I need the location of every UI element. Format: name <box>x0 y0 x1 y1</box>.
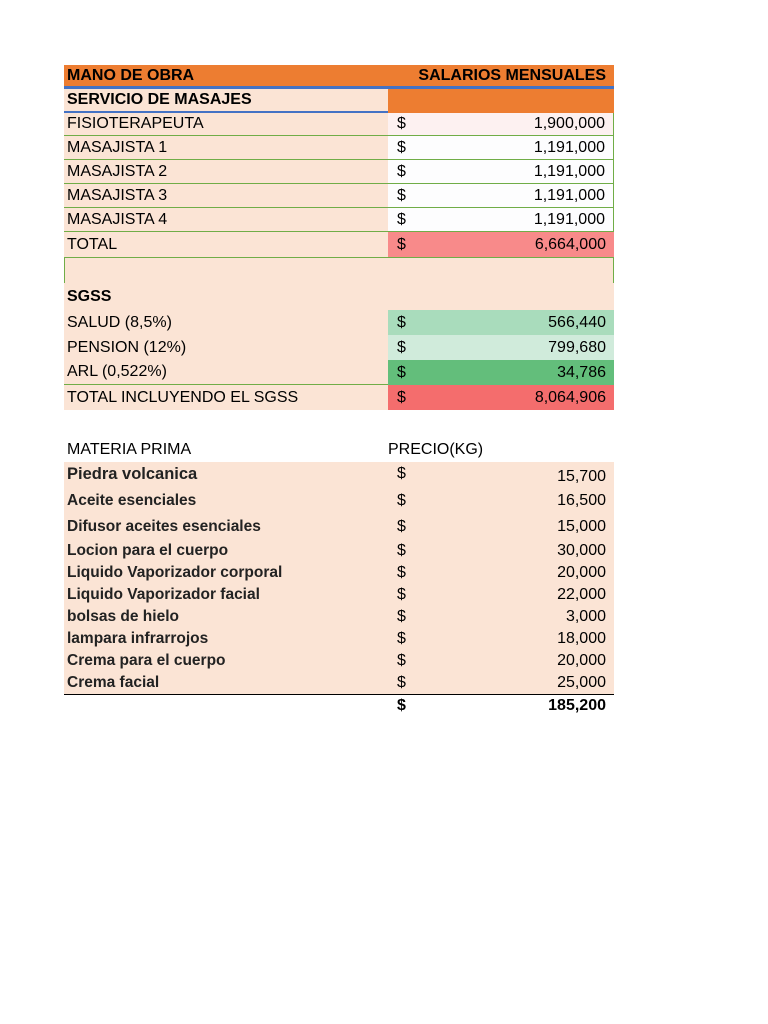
materials-total-amount: 185,200 <box>548 696 606 714</box>
material-price: 16,500 <box>557 492 606 509</box>
sgss-title-row <box>64 283 614 310</box>
material-row <box>64 514 614 540</box>
material-currency: $ <box>397 465 406 482</box>
materials-total-row <box>64 694 614 716</box>
sgss-row-amount: 566,440 <box>548 313 606 331</box>
materials-header-row <box>64 438 614 462</box>
material-name: Crema para el cuerpo <box>67 652 226 669</box>
labor-row <box>64 136 614 160</box>
labor-header-row <box>64 65 614 89</box>
sgss-row <box>64 360 614 385</box>
material-price: 22,000 <box>557 586 606 603</box>
sgss-row-currency: $ <box>397 338 406 356</box>
sgss-total-amount: 8,064,906 <box>534 388 606 406</box>
sgss-row <box>64 310 614 335</box>
material-row <box>64 584 614 606</box>
sgss-row-name: ARL (0,522%) <box>64 360 388 385</box>
material-row <box>64 540 614 562</box>
labor-row-amount: 1,191,000 <box>533 138 605 156</box>
labor-row <box>64 160 614 184</box>
material-price: 25,000 <box>557 674 606 691</box>
labor-row-amount: 1,191,000 <box>533 186 605 204</box>
labor-row-amount: 1,191,000 <box>533 162 605 180</box>
material-name: Piedra volcanica <box>67 465 198 483</box>
material-currency: $ <box>397 492 406 509</box>
sgss-total-row <box>64 385 614 410</box>
material-name: Aceite esenciales <box>67 492 197 509</box>
material-price: 20,000 <box>557 564 606 581</box>
salary-header-label: SALARIOS MENSUALES <box>418 66 606 84</box>
material-price: 30,000 <box>557 542 606 559</box>
material-name: lampara infrarrojos <box>67 630 209 647</box>
material-currency: $ <box>397 542 406 559</box>
materials-total-currency: $ <box>397 696 406 714</box>
section-title: SERVICIO DE MASAJES <box>64 89 388 113</box>
labor-row <box>64 113 614 136</box>
empty-row <box>64 258 614 283</box>
material-currency: $ <box>397 608 406 625</box>
material-row <box>64 462 614 488</box>
material-name: Locion para el cuerpo <box>67 542 229 559</box>
material-currency: $ <box>397 630 406 647</box>
labor-row-currency: $ <box>397 115 406 132</box>
material-row <box>64 488 614 514</box>
sgss-row-currency: $ <box>397 363 406 381</box>
sgss-row-amount: 34,786 <box>557 363 606 381</box>
labor-total-amount: 6,664,000 <box>534 235 606 253</box>
material-price: 15,700 <box>557 468 606 485</box>
labor-total-row <box>64 232 614 258</box>
material-price: 18,000 <box>557 630 606 647</box>
material-price: 15,000 <box>557 518 606 535</box>
labor-row-amount: 1,191,000 <box>533 210 605 228</box>
price-header-label: PRECIO(KG) <box>388 441 484 458</box>
labor-row-currency: $ <box>397 138 406 156</box>
sgss-title: SGSS <box>67 287 112 305</box>
labor-row-name: MASAJISTA 4 <box>64 208 388 232</box>
labor-row-currency: $ <box>397 210 406 228</box>
labor-row <box>64 184 614 208</box>
material-name: bolsas de hielo <box>67 608 179 625</box>
labor-total-label: TOTAL <box>64 232 388 258</box>
material-row <box>64 672 614 694</box>
labor-row-name: MASAJISTA 2 <box>64 160 388 184</box>
material-row <box>64 562 614 584</box>
material-currency: $ <box>397 564 406 581</box>
material-currency: $ <box>397 586 406 603</box>
materials-header-label: MATERIA PRIMA <box>67 441 192 458</box>
sgss-row <box>64 335 614 360</box>
material-row <box>64 606 614 628</box>
labor-total-currency: $ <box>397 235 406 253</box>
material-currency: $ <box>397 674 406 691</box>
material-currency: $ <box>397 518 406 535</box>
material-row <box>64 628 614 650</box>
material-name: Liquido Vaporizador corporal <box>67 564 283 581</box>
sgss-row-name: PENSION (12%) <box>64 335 388 360</box>
material-price: 20,000 <box>557 652 606 669</box>
material-name: Difusor aceites esenciales <box>67 518 261 535</box>
labor-row-currency: $ <box>397 162 406 180</box>
material-row <box>64 650 614 672</box>
sgss-total-currency: $ <box>397 388 406 406</box>
sgss-total-label: TOTAL INCLUYENDO EL SGSS <box>64 385 388 410</box>
sgss-row-name: SALUD (8,5%) <box>64 310 388 335</box>
labor-row-name: FISIOTERAPEUTA <box>64 113 388 136</box>
material-currency: $ <box>397 652 406 669</box>
material-price: 3,000 <box>565 608 606 625</box>
material-name: Crema facial <box>67 674 160 691</box>
labor-row-amount: 1,900,000 <box>533 115 605 132</box>
sgss-row-currency: $ <box>397 313 406 331</box>
material-name: Liquido Vaporizador facial <box>67 586 260 603</box>
labor-row-currency: $ <box>397 186 406 204</box>
section-row <box>64 89 614 113</box>
labor-row-name: MASAJISTA 3 <box>64 184 388 208</box>
labor-row <box>64 208 614 232</box>
labor-header-label: MANO DE OBRA <box>67 66 195 84</box>
labor-row-name: MASAJISTA 1 <box>64 136 388 160</box>
sgss-row-amount: 799,680 <box>548 338 606 356</box>
